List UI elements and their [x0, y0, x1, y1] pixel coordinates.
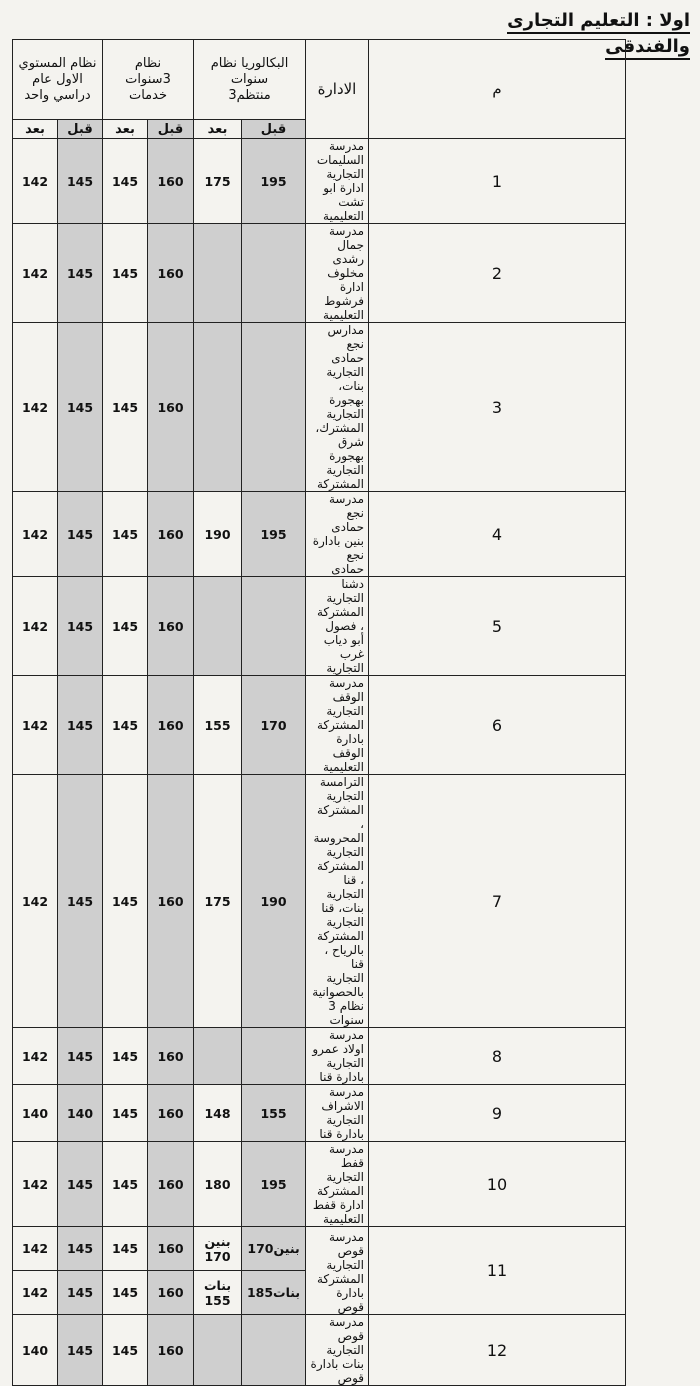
bac-before-cell: 170 — [242, 676, 306, 775]
level-after-cell: 142 — [13, 224, 58, 323]
row-number-cell: 1 — [369, 139, 626, 224]
bac-after-cell — [194, 1315, 242, 1386]
table-row — [13, 323, 693, 492]
level-after-cell: 142 — [13, 1227, 58, 1271]
bac-after-cell: 175 — [194, 139, 242, 224]
row-number-cell: 8 — [369, 1028, 626, 1085]
bac-before-cell — [242, 577, 306, 676]
three-before-cell: 160 — [148, 1271, 194, 1315]
three-after-cell: 145 — [103, 577, 148, 676]
table-row — [13, 1315, 693, 1386]
three-after-cell: 145 — [103, 1028, 148, 1085]
row-number-cell: 11 — [369, 1227, 626, 1315]
level-after-cell: 142 — [13, 323, 58, 492]
school-name-cell: مدرسة السليمات التجارية ادارة ابو تشت التعليمية — [306, 139, 369, 224]
level-before-cell: 145 — [58, 492, 103, 577]
bac-after-cell: 148 — [194, 1085, 242, 1142]
table-row — [13, 1028, 693, 1085]
level-before-cell: 145 — [58, 139, 103, 224]
table-row — [13, 224, 693, 323]
school-name-cell: مدارس نجع حمادى التجارية بنات، بهجورة التجارية المشترك، شرق بهجورة التجارية المشتركة — [306, 323, 369, 492]
row-number-cell: 9 — [369, 1085, 626, 1142]
header-baccalaureate-system: البكالوريا نظام سنوات منتظم3 — [194, 40, 306, 120]
three-before-cell: 160 — [148, 1028, 194, 1085]
level-after-cell: 140 — [13, 1315, 58, 1386]
bac-before-cell: 195 — [242, 492, 306, 577]
bac-after-cell — [194, 323, 242, 492]
header-bac-after: بعد — [194, 120, 242, 139]
school-name-cell: مدرسة جمال رشدى مخلوف ادارة فرشوط التعليمية — [306, 224, 369, 323]
row-number-cell: 2 — [369, 224, 626, 323]
header-three-before: قبل — [148, 120, 194, 139]
three-before-cell: 160 — [148, 577, 194, 676]
bac-after-cell: 155 — [194, 676, 242, 775]
school-name-cell: دشنا التجارية المشتركة ، فصول أبو دياب غرب التجارية — [306, 577, 369, 676]
level-after-cell: 142 — [13, 676, 58, 775]
bac-before-cell — [242, 224, 306, 323]
bac-before-cell — [242, 323, 306, 492]
table-row — [13, 775, 693, 1028]
bac-before-cell — [242, 1028, 306, 1085]
school-name-cell: الترامسة التجارية المشتركة ، المحروسة التجارية المشتركة ، قنا التجارية بنات، قنا التجارية المشتركة بالرياح ، قنا التجارية بالحصوانية نظام 3 سنوات — [306, 775, 369, 1028]
three-before-cell: 160 — [148, 224, 194, 323]
admission-scores-table — [12, 39, 693, 1386]
header-level-before: قبل — [58, 120, 103, 139]
bac-after-cell: 175 — [194, 775, 242, 1028]
table-row — [13, 139, 693, 224]
three-after-cell: 145 — [103, 1271, 148, 1315]
level-after-cell: 140 — [13, 1085, 58, 1142]
school-name-cell: مدرسة اولاد عمرو التجارية بادارة قنا — [306, 1028, 369, 1085]
header-level-system: نظام المستوي الاول عام دراسي واحد — [13, 40, 103, 120]
level-before-cell: 145 — [58, 1315, 103, 1386]
three-before-cell: 160 — [148, 139, 194, 224]
table-row — [13, 1142, 693, 1227]
level-before-cell: 145 — [58, 676, 103, 775]
table-row — [13, 676, 693, 775]
level-after-cell: 142 — [13, 1142, 58, 1227]
row-number-cell: 7 — [369, 775, 626, 1028]
three-before-cell: 160 — [148, 1142, 194, 1227]
three-after-cell: 145 — [103, 1315, 148, 1386]
bac-before-cell: 170بنين — [242, 1227, 306, 1271]
header-three-after: بعد — [103, 120, 148, 139]
three-after-cell: 145 — [103, 323, 148, 492]
three-before-cell: 160 — [148, 1315, 194, 1386]
bac-before-cell — [242, 1315, 306, 1386]
three-after-cell: 145 — [103, 1142, 148, 1227]
level-before-cell: 145 — [58, 775, 103, 1028]
level-after-cell: 142 — [13, 1028, 58, 1085]
level-before-cell: 145 — [58, 224, 103, 323]
three-after-cell: 145 — [103, 775, 148, 1028]
table-row — [13, 1085, 693, 1142]
level-after-cell: 142 — [13, 775, 58, 1028]
bac-after-cell — [194, 1028, 242, 1085]
bac-before-cell: 195 — [242, 1142, 306, 1227]
bac-after-cell — [194, 224, 242, 323]
three-after-cell: 145 — [103, 492, 148, 577]
level-after-cell: 142 — [13, 1271, 58, 1315]
bac-before-cell: 155 — [242, 1085, 306, 1142]
row-number-cell: 10 — [369, 1142, 626, 1227]
level-before-cell: 145 — [58, 577, 103, 676]
header-bac-before: قبل — [242, 120, 306, 139]
school-name-cell: مدرسة الوقف التجارية المشتركة بادارة الوقف التعليمية — [306, 676, 369, 775]
bac-before-cell: 185بنات — [242, 1271, 306, 1315]
table-row — [13, 577, 693, 676]
level-before-cell: 145 — [58, 1028, 103, 1085]
school-name-cell: مدرسة قوص التجارية بنات بادارة قوص — [306, 1315, 369, 1386]
table-body — [13, 139, 693, 1386]
three-after-cell: 145 — [103, 1085, 148, 1142]
header-number: م — [369, 40, 626, 139]
level-before-cell: 145 — [58, 1271, 103, 1315]
three-after-cell: 145 — [103, 224, 148, 323]
table-row — [13, 1227, 693, 1271]
header-administration: الادارة — [306, 40, 369, 139]
row-number-cell: 5 — [369, 577, 626, 676]
three-before-cell: 160 — [148, 775, 194, 1028]
level-after-cell: 142 — [13, 577, 58, 676]
school-name-cell: مدرسة الاشراف التجارية بادارة قنا — [306, 1085, 369, 1142]
level-after-cell: 142 — [13, 492, 58, 577]
three-after-cell: 145 — [103, 1227, 148, 1271]
bac-after-cell: بنين 170 — [194, 1227, 242, 1271]
row-number-cell: 6 — [369, 676, 626, 775]
row-number-cell: 12 — [369, 1315, 626, 1386]
header-level-after: بعد — [13, 120, 58, 139]
level-before-cell: 145 — [58, 1142, 103, 1227]
level-before-cell: 140 — [58, 1085, 103, 1142]
bac-before-cell: 195 — [242, 139, 306, 224]
bac-after-cell: 190 — [194, 492, 242, 577]
bac-after-cell: 180 — [194, 1142, 242, 1227]
row-number-cell: 3 — [369, 323, 626, 492]
header-three-year-system: نظام 3سنوات خدمات — [103, 40, 194, 120]
three-before-cell: 160 — [148, 676, 194, 775]
school-name-cell: مدرسة قوص التجارية المشتركة بادارة قوص — [306, 1227, 369, 1315]
three-after-cell: 145 — [103, 139, 148, 224]
table-row — [13, 492, 693, 577]
three-after-cell: 145 — [103, 676, 148, 775]
bac-after-cell: بنات 155 — [194, 1271, 242, 1315]
three-before-cell: 160 — [148, 323, 194, 492]
row-number-cell: 4 — [369, 492, 626, 577]
level-after-cell: 142 — [13, 139, 58, 224]
school-name-cell: مدرسة نجع حمادى بنين بادارة نجع حمادى — [306, 492, 369, 577]
three-before-cell: 160 — [148, 492, 194, 577]
level-before-cell: 145 — [58, 1227, 103, 1271]
level-before-cell: 145 — [58, 323, 103, 492]
bac-before-cell: 190 — [242, 775, 306, 1028]
three-before-cell: 160 — [148, 1085, 194, 1142]
bac-after-cell — [194, 577, 242, 676]
section-title: اولا : التعليم التجارى والفندقى — [440, 8, 690, 34]
school-name-cell: مدرسة قفط التجارية المشتركة ادارة قفط التعليمية — [306, 1142, 369, 1227]
three-before-cell: 160 — [148, 1227, 194, 1271]
